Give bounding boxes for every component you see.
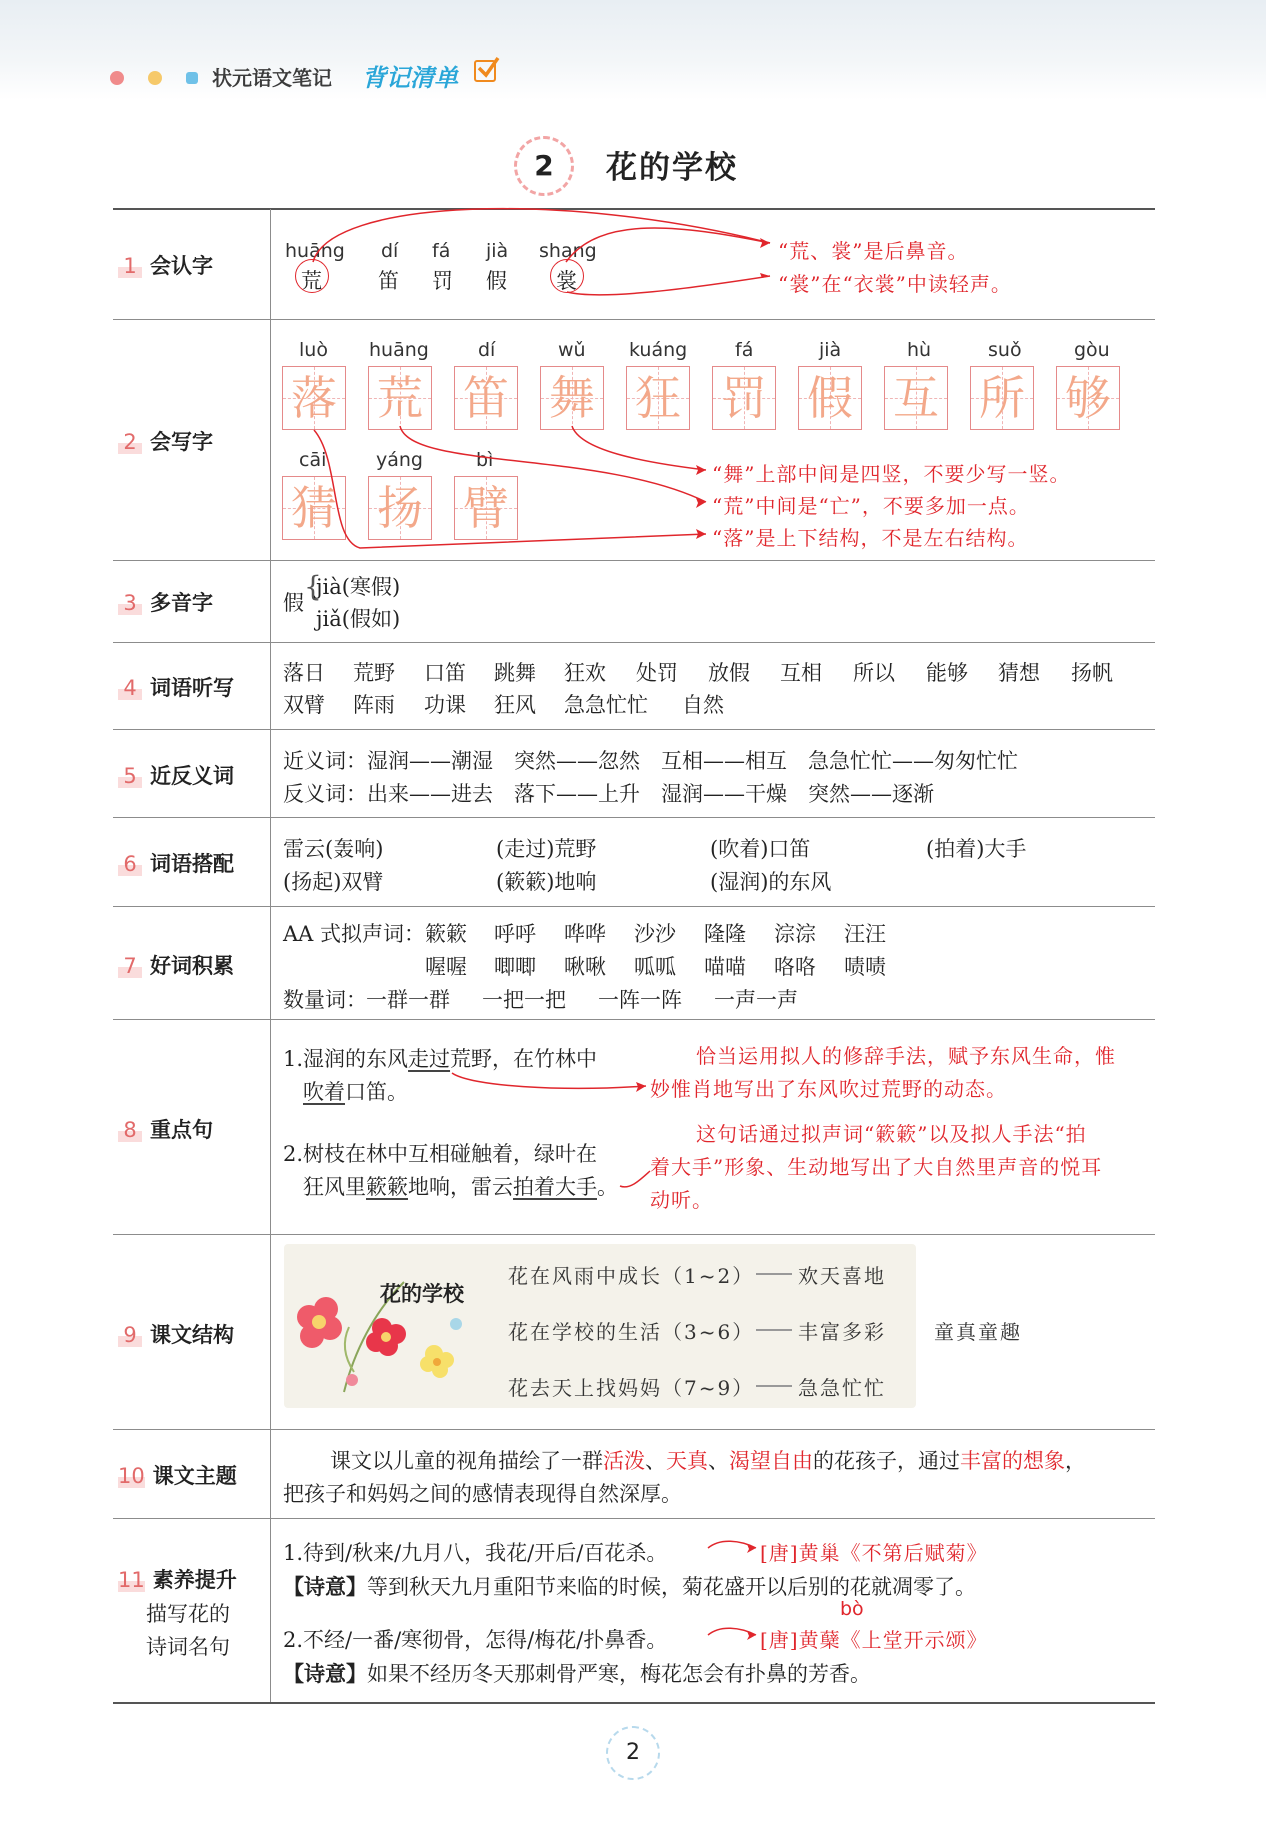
key-note-2: 动听。: [650, 1188, 713, 1212]
good-word: 汪汪: [844, 922, 886, 946]
polyphone-char: 假: [283, 591, 304, 615]
collocation: (走过)荒野: [496, 837, 597, 861]
poem-2-meaning: 【诗意】如果不经历冬天那刺骨严寒，梅花怎会有扑鼻的芳香。: [283, 1662, 871, 1686]
page-number: 2: [606, 1726, 660, 1780]
pinyin: cāi: [299, 449, 327, 471]
polyphone-reading: jiǎ(假如): [316, 607, 401, 631]
poem-2: 2.不经/一番/寒彻骨，怎得/梅花/扑鼻香。: [283, 1628, 668, 1652]
dictation-word: 所以: [853, 661, 895, 685]
series-name: 背记清单: [362, 64, 458, 92]
writing-grid: 狂: [626, 366, 690, 430]
key-note-1: 妙惟肖地写出了东风吹过荒野的动态。: [650, 1077, 1007, 1101]
writing-grid: 所: [970, 366, 1034, 430]
poem-2-pinyin: bò: [840, 1598, 864, 1620]
pinyin: jià: [486, 240, 509, 262]
writing-grid: 扬: [368, 476, 432, 540]
recognize-char: 笛: [378, 269, 399, 293]
collocation: (湿润)的东风: [710, 870, 832, 894]
section-label-literacy: 11 素养提升: [118, 1568, 237, 1592]
pinyin: suǒ: [988, 339, 1022, 361]
section-label-key-sentences: 8 重点句: [118, 1114, 213, 1144]
key-note-1: 恰当运用拟人的修辞手法，赋予东风生命，惟: [696, 1044, 1116, 1068]
key-note-2: 这句话通过拟声词“簌簌”以及拟人手法“拍: [696, 1122, 1087, 1146]
lesson-number: 2: [514, 136, 574, 196]
dictation-word: 处罚: [636, 661, 678, 685]
structure-summary: 童真童趣: [934, 1320, 1022, 1344]
good-word: 沙沙: [634, 922, 676, 946]
dictation-word: 狂风: [494, 693, 536, 717]
structure-title: 花的学校: [380, 1282, 464, 1306]
section-label-recognize: 1 会认字: [118, 250, 213, 280]
key-sentence-2-cont: 狂风里簌簌地响，雷云拍着大手。: [303, 1175, 618, 1199]
writing-grid: 笛: [454, 366, 518, 430]
dictation-word: 口笛: [424, 661, 466, 685]
writing-grid: 落: [282, 366, 346, 430]
collocation: (拍着)大手: [926, 837, 1027, 861]
polyphone-reading: jià(寒假): [316, 575, 401, 599]
writing-grid: 猜: [282, 476, 346, 540]
good-word: 簌簌: [425, 922, 467, 946]
recognize-char: 罚: [432, 269, 453, 293]
theme-line-1: 课文以儿童的视角描绘了一群活泼、天真、渴望自由的花孩子，通过丰富的想象，: [330, 1449, 1086, 1473]
pinyin: hù: [907, 339, 932, 361]
pinyin: huāng: [285, 240, 345, 262]
section-label-collocations: 6 词语搭配: [118, 848, 234, 878]
good-word: 一群一群: [366, 988, 450, 1012]
write-note: “落”是上下结构，不是左右结构。: [712, 526, 1029, 550]
section-label-synonyms: 5 近反义词: [118, 760, 234, 790]
dictation-word: 互相: [780, 661, 822, 685]
pinyin: kuáng: [629, 339, 688, 361]
dictation-word: 扬帆: [1071, 661, 1113, 685]
section-label-dictation: 4 词语听写: [118, 672, 234, 702]
pinyin: dí: [381, 240, 399, 262]
write-note: “舞”上部中间是四竖，不要少写一竖。: [712, 462, 1071, 486]
good-word: 啧啧: [844, 955, 886, 979]
structure-theme: 急急忙忙: [798, 1376, 886, 1400]
lesson-title: 花的学校: [606, 150, 738, 186]
recognize-char: 荒: [301, 269, 322, 293]
brand-name: 状元语文笔记: [212, 66, 332, 90]
good-word: 一阵一阵: [598, 988, 682, 1012]
writing-grid: 荒: [368, 366, 432, 430]
structure-theme: 丰富多彩: [798, 1320, 886, 1344]
section-label-good-words: 7 好词积累: [118, 950, 234, 980]
brace: {: [304, 570, 322, 603]
dictation-word: 猜想: [998, 661, 1040, 685]
section-label-write: 2 会写字: [118, 426, 213, 456]
pinyin: gòu: [1074, 339, 1110, 361]
collocation: (簌簌)地响: [496, 870, 597, 894]
pinyin: huāng: [369, 339, 429, 361]
writing-grid: 互: [884, 366, 948, 430]
key-sentence-2: 2.树枝在林中互相碰触着，绿叶在: [283, 1142, 598, 1166]
good-word: 呱呱: [634, 955, 676, 979]
dictation-word: 阵雨: [353, 693, 395, 717]
pinyin: luò: [299, 339, 328, 361]
structure-line: 花在风雨中成长（1~2）: [508, 1264, 755, 1288]
writing-grid: 假: [798, 366, 862, 430]
writing-grid: 够: [1056, 366, 1120, 430]
poem-2-source: [唐]黄蘖《上堂开示颂》: [760, 1628, 988, 1652]
recognize-char: 裳: [556, 269, 577, 293]
good-word: 啾啾: [564, 955, 606, 979]
pinyin: wǔ: [558, 339, 586, 361]
good-word: 呼呼: [494, 922, 536, 946]
structure-line: 花在学校的生活（3~6）: [508, 1320, 755, 1344]
pinyin: bì: [476, 449, 494, 471]
collocation: (吹着)口笛: [710, 837, 811, 861]
dictation-word: 落日: [283, 661, 325, 685]
good-word: 喔喔: [425, 955, 467, 979]
table-bottom-rule: [113, 1702, 1155, 1704]
theme-line-2: 把孩子和妈妈之间的感情表现得自然深厚。: [283, 1482, 682, 1506]
good-word: 唧唧: [494, 955, 536, 979]
good-word: 一把一把: [482, 988, 566, 1012]
good-word: 咯咯: [774, 955, 816, 979]
good-words-label: AA 式拟声词：: [283, 922, 426, 946]
section-label-theme: 10 课文主题: [118, 1464, 237, 1488]
recognize-note: “荒、裳”是后鼻音。: [778, 239, 969, 263]
write-note: “荒”中间是“亡”，不要多加一点。: [712, 494, 1030, 518]
dictation-word: 急急忙忙: [564, 693, 648, 717]
dictation-word: 狂欢: [564, 661, 606, 685]
pinyin: shang: [539, 240, 597, 262]
collocation: 雷云(轰响): [283, 837, 384, 861]
good-word: 哗哗: [564, 922, 606, 946]
key-note-2: 着大手”形象、生动地写出了大自然里声音的悦耳: [650, 1155, 1103, 1179]
section-sublabel: 描写花的: [146, 1602, 230, 1626]
antonym-line: 反义词：出来——进去 落下——上升 湿润——干燥 突然——逐渐: [283, 782, 934, 806]
good-word: 一声一声: [714, 988, 798, 1012]
collocation: (扬起)双臂: [283, 870, 384, 894]
pinyin: fá: [735, 339, 754, 361]
writing-grid: 臂: [454, 476, 518, 540]
poem-1-source: [唐]黄巢《不第后赋菊》: [760, 1541, 988, 1565]
dictation-word: 双臂: [283, 693, 325, 717]
synonym-line: 近义词：湿润——潮湿 突然——忽然 互相——相互 急急忙忙——匆匆忙忙: [283, 749, 1018, 773]
writing-grid: 舞: [540, 366, 604, 430]
pinyin: dí: [478, 339, 496, 361]
dictation-word: 自然: [682, 693, 724, 717]
structure-line: 花去天上找妈妈（7~9）: [508, 1376, 755, 1400]
dictation-word: 荒野: [353, 661, 395, 685]
dictation-word: 跳舞: [494, 661, 536, 685]
pinyin: jià: [819, 339, 842, 361]
pinyin: yáng: [376, 449, 423, 471]
good-words-label: 数量词：: [283, 988, 367, 1012]
section-label-structure: 9 课文结构: [118, 1319, 234, 1349]
key-sentence-1-cont: 吹着口笛。: [303, 1080, 408, 1104]
pinyin: fá: [432, 240, 451, 262]
dictation-word: 放假: [708, 661, 750, 685]
poem-1: 1.待到/秋来/九月八，我花/开后/百花杀。: [283, 1541, 668, 1565]
good-word: 喵喵: [704, 955, 746, 979]
structure-theme: 欢天喜地: [798, 1264, 886, 1288]
section-sublabel: 诗词名句: [146, 1635, 230, 1659]
dictation-word: 功课: [424, 693, 466, 717]
writing-grid: 罚: [712, 366, 776, 430]
good-word: 淙淙: [774, 922, 816, 946]
poem-1-meaning: 【诗意】等到秋天九月重阳节来临的时候，菊花盛开以后别的花就凋零了。: [283, 1575, 976, 1599]
recognize-note: “裳”在“衣裳”中读轻声。: [778, 272, 1012, 296]
key-sentence-1: 1.湿润的东风走过荒野，在竹林中: [283, 1047, 598, 1071]
section-label-polyphone: 3 多音字: [118, 587, 213, 617]
dictation-word: 能够: [926, 661, 968, 685]
recognize-char: 假: [486, 269, 507, 293]
good-word: 隆隆: [704, 922, 746, 946]
